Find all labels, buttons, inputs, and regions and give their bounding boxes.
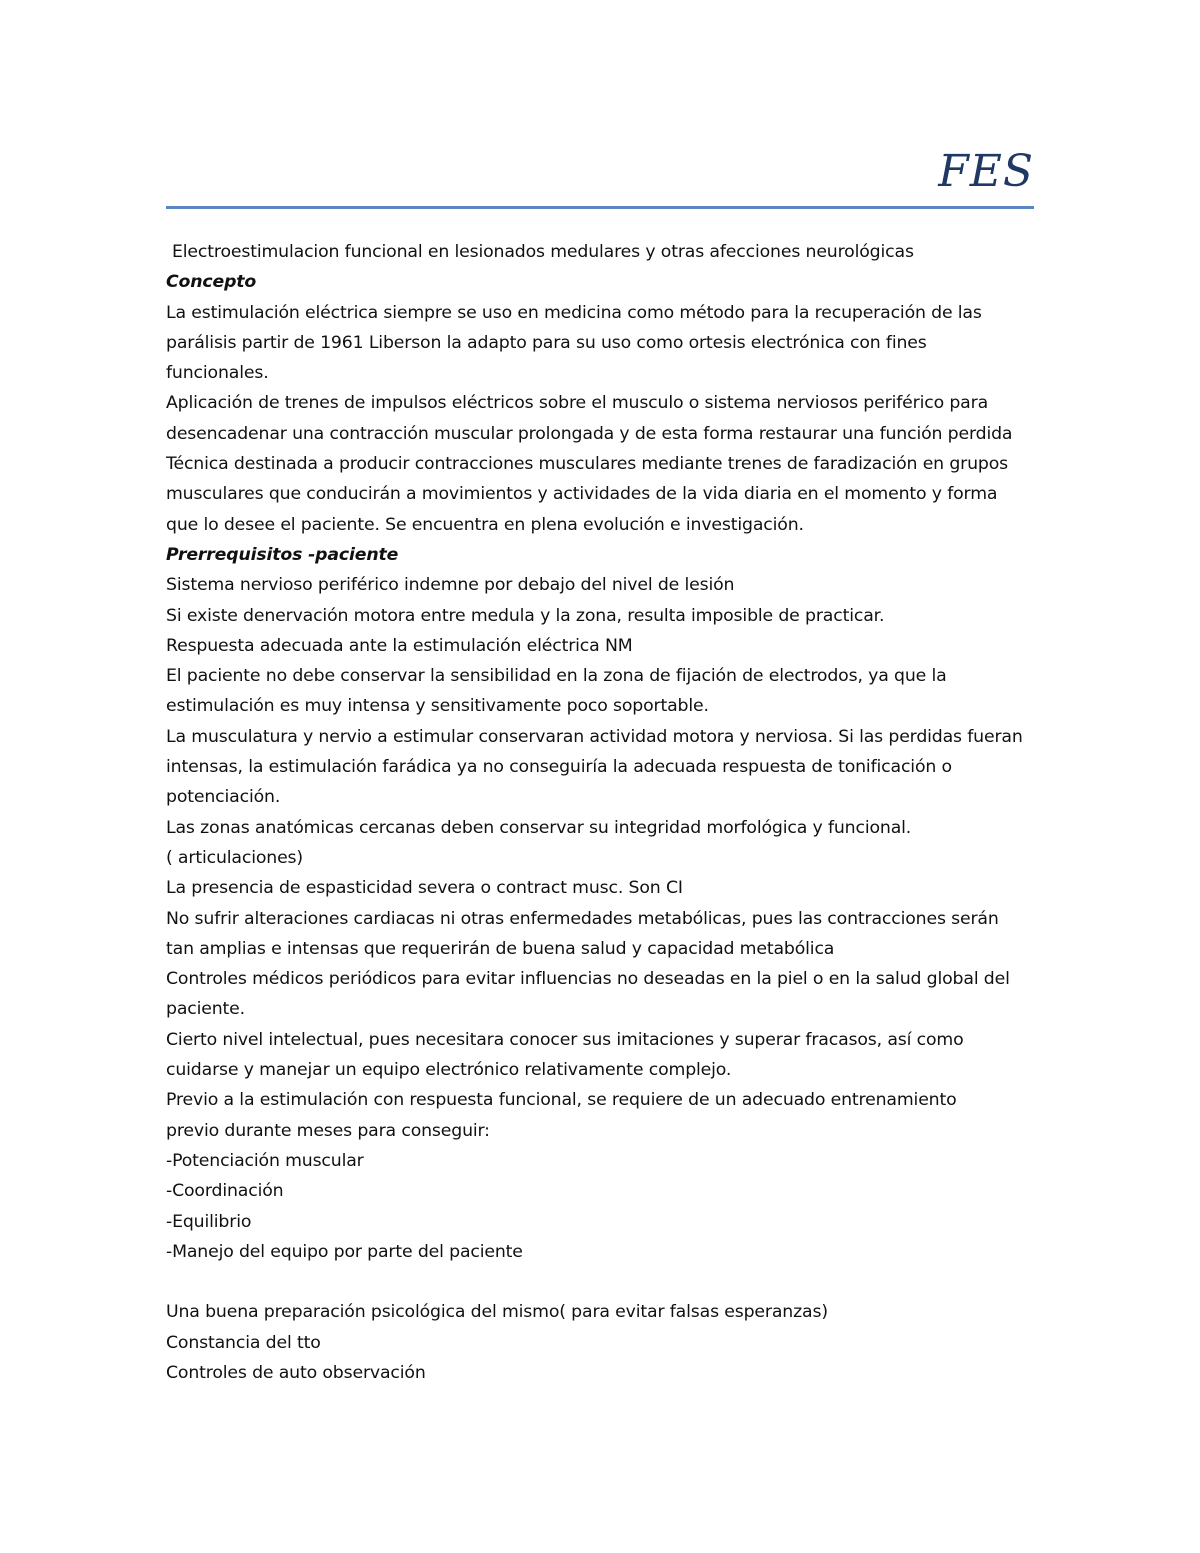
paragraph-line: Controles de auto observación bbox=[166, 1362, 426, 1383]
paragraph-line: Las zonas anatómicas cercanas deben conservar su integridad morfológica y funcional. bbox=[166, 817, 912, 838]
section-heading-prerrequisitos: Prerrequisitos -paciente bbox=[166, 544, 399, 565]
paragraph-line: Aplicación de trenes de impulsos eléctricos sobre el musculo o sistema nerviosos periférico para bbox=[166, 393, 989, 414]
paragraph-line: Si existe denervación motora entre medula y la zona, resulta imposible de practicar. bbox=[166, 605, 885, 626]
header-title: FES bbox=[938, 146, 1034, 197]
list-item: -Coordinación bbox=[166, 1181, 284, 1202]
paragraph-line: Una buena preparación psicológica del mismo( para evitar falsas esperanzas) bbox=[166, 1302, 828, 1323]
paragraph-line: parálisis partir de 1961 Liberson la adapto para su uso como ortesis electrónica con fines bbox=[166, 332, 927, 353]
document-subtitle: Electroestimulacion funcional en lesionados medulares y otras afecciones neurológicas bbox=[172, 242, 914, 262]
paragraph-line: Cierto nivel intelectual, pues necesitara conocer sus imitaciones y superar fracasos, así como bbox=[166, 1029, 964, 1050]
paragraph-line: Previo a la estimulación con respuesta funcional, se requiere de un adecuado entrenamiento bbox=[166, 1090, 957, 1111]
paragraph-line: Técnica destinada a producir contracciones musculares mediante trenes de faradización en grupos bbox=[166, 454, 1008, 475]
paragraph-line: previo durante meses para conseguir: bbox=[166, 1120, 490, 1141]
paragraph-line: paciente. bbox=[166, 999, 245, 1020]
paragraph-line: ( articulaciones) bbox=[166, 847, 304, 868]
paragraph-line: Constancia del tto bbox=[166, 1332, 321, 1353]
header-divider bbox=[166, 206, 1034, 209]
paragraph-line: potenciación. bbox=[166, 787, 281, 808]
list-item: -Equilibrio bbox=[166, 1211, 252, 1232]
paragraph-line: Respuesta adecuada ante la estimulación eléctrica NM bbox=[166, 635, 633, 656]
blank-line bbox=[166, 1267, 1046, 1297]
paragraph-line: Controles médicos periódicos para evitar influencias no deseadas en la piel o en la salud global del bbox=[166, 969, 1010, 990]
paragraph-line: La estimulación eléctrica siempre se uso en medicina como método para la recuperación de las bbox=[166, 302, 982, 323]
paragraph-line: intensas, la estimulación farádica ya no conseguiría la adecuada respuesta de tonificación o bbox=[166, 757, 952, 778]
paragraph-line: El paciente no debe conservar la sensibilidad en la zona de fijación de electrodos, ya que la bbox=[166, 666, 947, 687]
section-heading-concepto: Concepto bbox=[166, 272, 257, 293]
paragraph-line: desencadenar una contracción muscular prolongada y de esta forma restaurar una función perdida bbox=[166, 423, 1013, 444]
list-item: -Manejo del equipo por parte del paciente bbox=[166, 1241, 523, 1262]
document-body bbox=[166, 237, 1046, 1388]
paragraph-line: Sistema nervioso periférico indemne por debajo del nivel de lesión bbox=[166, 575, 735, 596]
paragraph-line: tan amplias e intensas que requerirán de buena salud y capacidad metabólica bbox=[166, 938, 835, 959]
paragraph-line: cuidarse y manejar un equipo electrónico relativamente complejo. bbox=[166, 1060, 732, 1081]
paragraph-line: que lo desee el paciente. Se encuentra en plena evolución e investigación. bbox=[166, 514, 804, 535]
paragraph-line: La musculatura y nervio a estimular conservaran actividad motora y nerviosa. Si las perdidas fueran bbox=[166, 726, 1023, 747]
list-item: -Potenciación muscular bbox=[166, 1150, 364, 1171]
paragraph-line: funcionales. bbox=[166, 363, 269, 384]
paragraph-line: No sufrir alteraciones cardiacas ni otras enfermedades metabólicas, pues las contracciones serán bbox=[166, 908, 999, 929]
paragraph-line: estimulación es muy intensa y sensitivamente poco soportable. bbox=[166, 696, 709, 717]
paragraph-line: musculares que conducirán a movimientos y actividades de la vida diaria en el momento y forma bbox=[166, 484, 998, 505]
paragraph-line: La presencia de espasticidad severa o contract musc. Son CI bbox=[166, 878, 683, 899]
